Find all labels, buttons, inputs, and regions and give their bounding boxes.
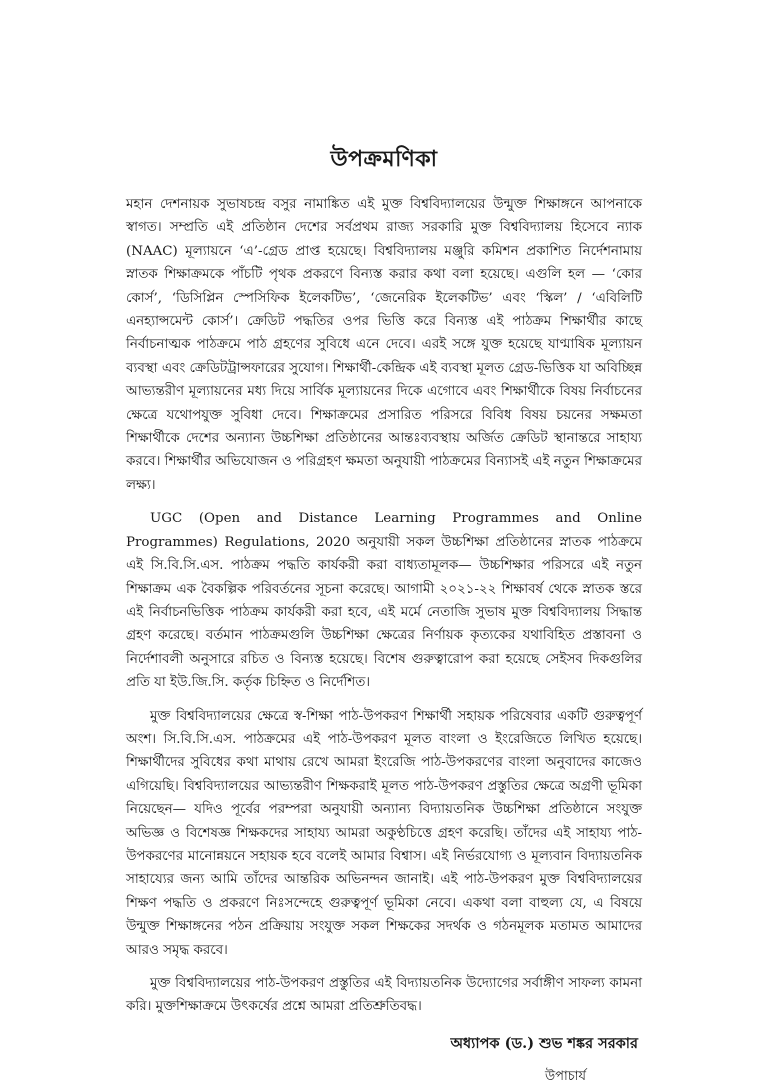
paragraph-intro: মহান দেশনায়ক সুভাষচন্দ্র বসুর নামাঙ্কিত এই মুক্ত বিশ্ববিদ্যালয়ের উন্মুক্ত শিক্ষাঙ্গনে আপনাকে স্বাগত। সম্প্রতি এই প্রতিষ্ঠান দেশের সর্বপ্রথম রাজ্য সরকারি মুক্ত বিশ্ববিদ্যালয় হিসেবে ন্যাক (NAAC) মূল্যায়নে ‘এ’-গ্রেড প্রাপ্ত হয়েছে। বিশ্ববিদ্যালয় মঞ্জুরি কমিশন প্রকাশিত নির্দেশনামায় স্নাতক শিক্ষাক্রমকে পাঁচটি পৃথক প্রকরণে বিন্যস্ত করার কথা বলা হয়েছে। এগুলি হল — ‘কোর কোর্স’, ‘ডিসিপ্লিন স্পেসিফিক ইলেকটিভ’, ‘জেনেরিক ইলেকটিভ’ এবং ‘স্কিল’ / ‘এবিলিটি এনহ্যান্সমেন্ট কোর্স’। ক্রেডিট পদ্ধতির ওপর ভিত্তি করে বিন্যস্ত এই পাঠক্রম শিক্ষার্থীর কাছে নির্বাচনাত্মক পাঠক্রমে পাঠ গ্রহণের সুবিধে এনে দেবে। এরই সঙ্গে যুক্ত হয়েছে যাণ্মাষিক মূল্যায়ন ব্যবস্থা এবং ক্রেডিটট্রান্সফারের সুযোগ। শিক্ষার্থী-কেন্দ্রিক এই ব্যবস্থা মূলত গ্রেড-ভিত্তিক যা অবিচ্ছিন্ন আভ্যন্তরীণ মূল্যায়নের মধ্য দিয়ে সার্বিক মূল্যায়নের দিকে এগোবে এবং শিক্ষার্থীকে বিষয় নির্বাচনের ক্ষেত্রে যথোপযুক্ত সুবিধা দেবে। শিক্ষাক্রমের প্রসারিত পরিসরে বিবিধ বিষয় চয়নের সক্ষমতা শিক্ষার্থীকে দেশের অন্যান্য উচ্চশিক্ষা প্রতিষ্ঠানের আন্তঃব্যবস্থায় অর্জিত ক্রেডিট স্থানান্তরে সাহায্য করবে। শিক্ষার্থীর অভিযোজন ও পরিগ্রহণ ক্ষমতা অনুযায়ী পাঠক্রমের বিন্যাসই এই নতুন শিক্ষাক্রমের লক্ষ্য।	[126, 197, 642, 493]
paragraph-ugc-regulations: UGC (Open and Distance Learning Programmes and Online Programmes) Regulations, 2020 অনুযায়ী সকল উচ্চশিক্ষা প্রতিষ্ঠানের স্নাতক পাঠক্রমে এই সি.বি.সি.এস. পাঠক্রম পদ্ধতি কার্যকরী করা বাধ্যতামূলক— উচ্চশিক্ষার পরিসরে এই নতুন শিক্ষাক্রম এক বৈকল্পিক পরিবর্তনের সূচনা করেছে। আগামী ২০২১-২২ শিক্ষাবর্ষ থেকে স্নাতক স্তরে এই নির্বাচনভিত্তিক পাঠক্রম কার্যকরী করা হবে, এই মর্মে নেতাজি সুভাষ মুক্ত বিশ্ববিদ্যালয় সিদ্ধান্ত গ্রহণ করেছে। বর্তমান পাঠক্রমগুলি উচ্চশিক্ষা ক্ষেত্রের নির্ণায়ক কৃত্যকের যথাবিহিত প্রস্তাবনা ও নির্দেশাবলী অনুসারে রচিত ও বিন্যস্ত হয়েছে। বিশেষ গুরুত্বারোপ করা হয়েছে সেইসব দিকগুলির প্রতি যা ইউ.জি.সি. কর্তৃক চিহ্নিত ও নির্দেশিত।	[126, 511, 642, 691]
page-title: উপক্রমণিকা	[330, 146, 438, 172]
signatory-role: উপাচার্য	[545, 1068, 586, 1084]
signature-block	[126, 1033, 642, 1088]
paragraph-closing: মুক্ত বিশ্ববিদ্যালয়ের পাঠ-উপকরণ প্রস্তুতির এই বিদ্যায়তনিক উদ্যোগের সর্বাঙ্গীণ সাফল্য কামনা করি। মুক্তশিক্ষাক্রমে উৎকর্ষের প্রশ্নে আমরা প্রতিশ্রুতিবদ্ধ।	[126, 976, 642, 1015]
signatory-name: অধ্যাপক (ড.) শুভ শঙ্কর সরকার	[450, 1034, 638, 1052]
paragraph-study-material: মুক্ত বিশ্ববিদ্যালয়ের ক্ষেত্রে স্ব-শিক্ষা পাঠ-উপকরণ শিক্ষার্থী সহায়ক পরিষেবার একটি গুরুত্বপূর্ণ অংশ। সি.বি.সি.এস. পাঠক্রমের এই পাঠ-উপকরণ মূলত বাংলা ও ইংরেজিতে লিখিত হয়েছে। শিক্ষার্থীদের সুবিধের কথা মাথায় রেখে আমরা ইংরেজি পাঠ-উপকরণের বাংলা অনুবাদের কাজেও এগিয়েছি। বিশ্ববিদ্যালয়ের আভ্যন্তরীণ শিক্ষকরাই মূলত পাঠ-উপকরণ প্রস্তুতির ক্ষেত্রে অগ্রণী ভূমিকা নিয়েছেন— যদিও পূর্বের পরম্পরা অনুযায়ী অন্যান্য বিদ্যায়তনিক উচ্চশিক্ষা প্রতিষ্ঠানে সংযুক্ত অভিজ্ঞ ও বিশেষজ্ঞ শিক্ষকদের সাহায্য আমরা অকুণ্ঠচিত্তে গ্রহণ করেছি। তাঁদের এই সাহায্য পাঠ-উপকরণের মানোন্নয়নে সহায়ক হবে বলেই আমার বিশ্বাস। এই নির্ভরযোগ্য ও মূল্যবান বিদ্যায়তনিক সাহায্যের জন্য আমি তাঁদের আন্তরিক অভিনন্দন জানাই। এই পাঠ-উপকরণ মুক্ত বিশ্ববিদ্যালয়ের শিক্ষণ পদ্ধতি ও প্রকরণে নিঃসন্দেহে গুরুত্বপূর্ণ ভূমিকা নেবে। একথা বলা বাহুল্য যে, এ বিষয়ে উন্মুক্ত শিক্ষাঙ্গনের পঠন প্রক্রিয়ায় সংযুক্ত সকল শিক্ষকের সদর্থক ও গঠনমূলক মতামত আমাদের আরও সমৃদ্ধ করবে।	[126, 708, 642, 958]
